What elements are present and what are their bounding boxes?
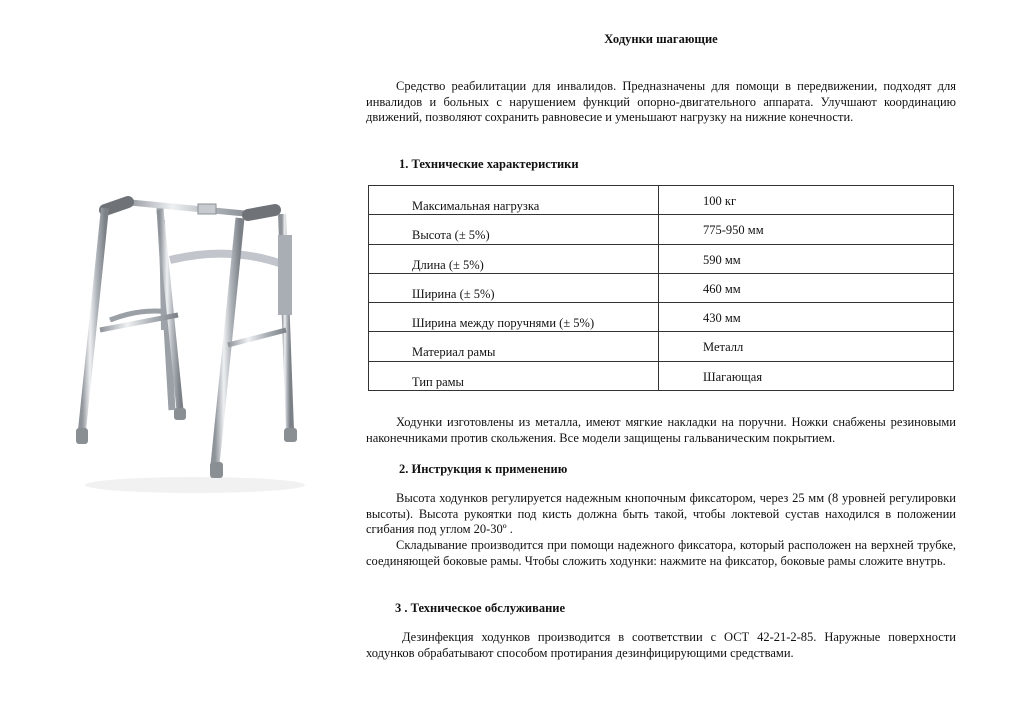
spec-value: 430 мм [659,303,954,332]
spec-name: Ширина между поручнями (± 5%) [369,303,659,332]
section-2-heading: 2. Инструкция к применению [399,462,568,476]
spec-name: Тип рамы [369,361,659,390]
spec-name: Длина (± 5%) [369,244,659,273]
intro-paragraph: Средство реабилитации для инвалидов. Предназначены для помощи в передвижении, подходят для инвалидов и больных с нарушением функций опорно-двигательного аппарата. Улучшают координацию движений, позволяют сохранить равновесие и уменьшают нагрузку на нижние конечности. [366,79,956,124]
spec-value: 590 мм [659,244,954,273]
spec-name: Материал рамы [369,332,659,361]
spec-value: Металл [659,332,954,361]
section-3-heading: 3 . Техническое обслуживание [395,601,566,615]
table-row [369,273,954,302]
table-row [369,186,954,215]
spec-value: 100 кг [659,186,954,215]
spec-name: Ширина (± 5%) [369,273,659,302]
spec-name: Высота (± 5%) [369,215,659,244]
table-row [369,244,954,273]
spec-value: Шагающая [659,361,954,390]
page-title: Ходунки шагающие [604,32,718,46]
spec-value: 460 мм [659,273,954,302]
section-1-heading: 1. Технические характеристики [399,157,579,171]
table-row [369,361,954,390]
material-paragraph: Ходунки изготовлены из металла, имеют мягкие накладки на поручни. Ножки снабжены резиновыми наконечниками против скольжения. Все модели защищены гальваническим покрытием. [366,415,956,445]
table-row [369,215,954,244]
spec-table [368,185,954,391]
table-row [369,303,954,332]
maintenance-paragraph: Дезинфекция ходунков производится в соответствии с ОСТ 42-21-2-85. Наружные поверхности ходунков обрабатывают способом протирания дезинфицирующими средствами. [366,630,956,660]
walker-image [70,180,320,500]
spec-value: 775-950 мм [659,215,954,244]
spec-name: Максимальная нагрузка [369,186,659,215]
table-row [369,332,954,361]
usage-paragraph-2: Складывание производится при помощи надежного фиксатора, который расположен на верхней трубке, соединяющей боковые рамы. Чтобы сложить ходунки: нажмите на фиксатор, боковые рамы сложите внутрь. [366,538,956,568]
usage-paragraph-1: Высота ходунков регулируется надежным кнопочным фиксатором, через 25 мм (8 уровней регулировки высоты). Высота рукоятки под кисть должна быть такой, чтобы локтевой сустав находился в положении сгибания под углом 20-30º . [366,491,956,536]
